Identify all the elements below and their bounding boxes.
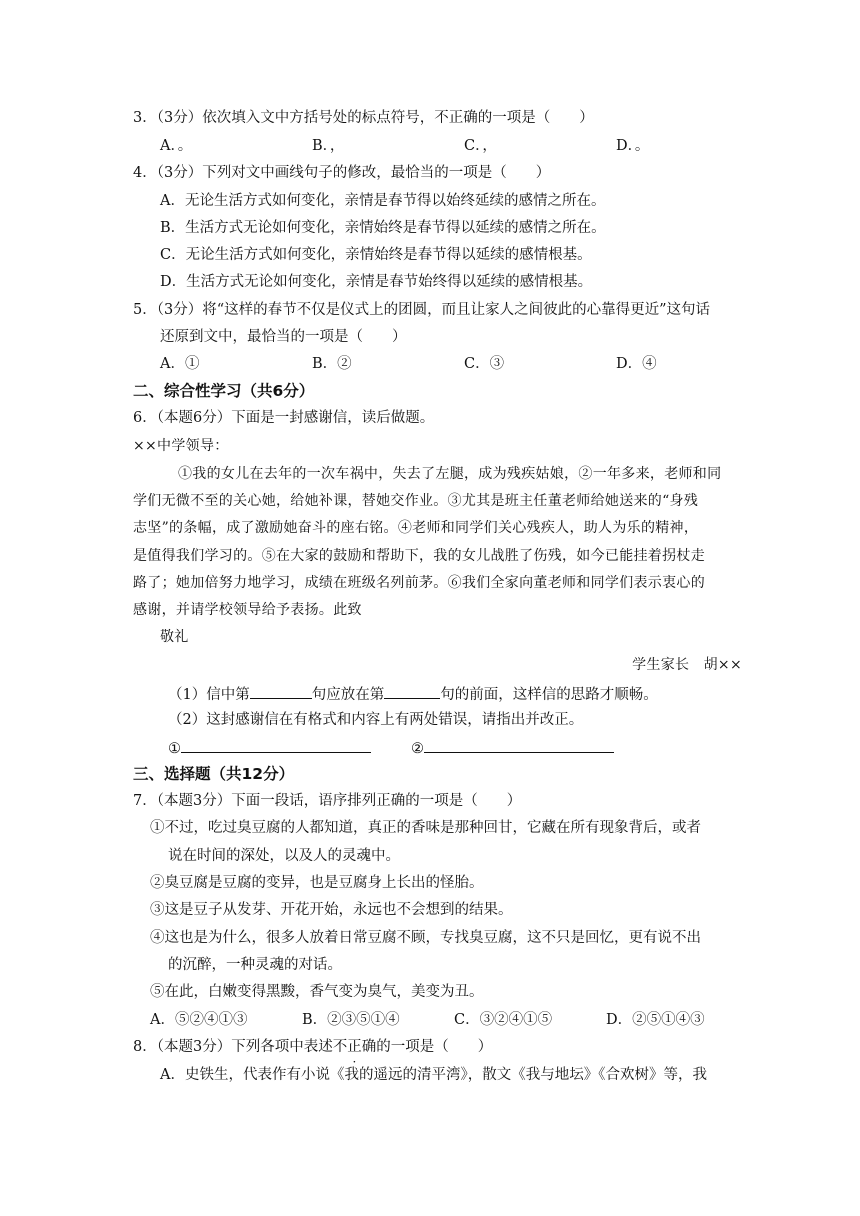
letter-closing: 敬礼: [160, 629, 189, 645]
q5-stem-line1: 5．（3分）将“这样的春节不仅是仪式上的团圆，而且让家人之间彼此的心靠得更近”这句话: [133, 302, 711, 318]
q4-option-a: A．无论生活方式如何变化，亲情是春节得以始终延续的感情之所在。: [160, 193, 606, 209]
q6-sub1-text-a: （1）信中第: [168, 687, 250, 703]
q7-option-b: B．②③⑤①④: [302, 1012, 400, 1028]
letter-line: ①我的女儿在去年的一次车祸中，失去了左腿，成为残疾姑娘，②一年多来，老师和同: [178, 466, 722, 482]
q7-item-4-line1: ④这也是为什么，很多人放着日常豆腐不顾，专找臭豆腐，这不只是回忆，更有说不出: [150, 930, 701, 946]
letter-line: 路了；她加倍努力地学习，成绩在班级名列前茅。⑥我们全家向董老师和同学们表示衷心的: [133, 575, 705, 591]
q5-stem-line2: 还原到文中，最恰当的一项是（ ）: [160, 329, 407, 345]
q3-stem: 3．（3分）依次填入文中方括号处的标点符号，不正确的一项是（ ）: [133, 110, 594, 126]
q8-option-a: A．史铁生，代表作有小说《我的遥远的清平湾》，散文《我与地坛》《合欢树》等，我: [160, 1067, 707, 1083]
q8-stem-emphasis: 不正确: [332, 1039, 377, 1055]
q5-option-d: D．④: [616, 356, 657, 372]
q8-stem-before: 8．（本题3分）下列各项中表述: [133, 1039, 333, 1055]
q6-sub1-blank-1[interactable]: [250, 683, 312, 699]
letter-line: 学们无微不至的关心她，给她补课，替她交作业。③尤其是班主任董老师给她送来的“身残: [133, 493, 699, 509]
section-2-title: 二、综合性学习（共6分）: [133, 382, 315, 400]
q6-sub1-blank-2[interactable]: [384, 683, 440, 699]
q7-item-2: ②臭豆腐是豆腐的变异，也是豆腐身上长出的怪胎。: [150, 875, 484, 891]
q7-item-4-line2: 的沉醉，一种灵魂的对话。: [168, 957, 342, 973]
letter-line: 是值得我们学习的。⑤在大家的鼓励和帮助下，我的女儿战胜了伤残，如今已能挂着拐杖走: [133, 548, 705, 564]
q5-option-a: A．①: [160, 356, 200, 372]
q8-stem-after: 的一项是（ ）: [376, 1039, 493, 1055]
q4-stem: 4．（3分）下列对文中画线句子的修改，最恰当的一项是（ ）: [133, 165, 551, 181]
q6-stem: 6．（本题6分）下面是一封感谢信，读后做题。: [133, 410, 435, 426]
q3-option-d: D．。: [616, 138, 650, 154]
section-3-title: 三、选择题（共12分）: [133, 765, 295, 783]
q6-sub1-text-c: 句的前面，这样信的思路才顺畅。: [440, 687, 658, 703]
q3-option-b: B．，: [312, 138, 345, 154]
letter-line: 志坚”的条幅，成了激励她奋斗的座右铭。④老师和同学们关心残疾人，助人为乐的精神，: [133, 520, 699, 536]
q6-answer-lines: [168, 737, 614, 759]
q7-option-c: C．③②④①⑤: [454, 1012, 553, 1028]
q4-option-b: B．生活方式无论如何变化，亲情始终是春节得以延续的感情之所在。: [160, 220, 606, 236]
q6-answer-1-label: ①: [168, 741, 181, 757]
q7-stem: 7．（本题3分）下面一段话，语序排列正确的一项是（ ）: [133, 793, 522, 809]
q7-option-d: D．②⑤①④③: [606, 1012, 705, 1028]
q6-sub2: （2）这封感谢信在有格式和内容上有两处错误，请指出并改正。: [168, 712, 584, 728]
q6-answer-2-blank[interactable]: [424, 737, 614, 753]
q3-option-a: A．。: [160, 138, 193, 154]
q6-sub1-text-b: 句应放在第: [311, 687, 385, 703]
q4-option-c: C．无论生活方式如何变化，亲情始终是春节得以延续的感情根基。: [160, 247, 592, 263]
letter-salutation: ××中学领导：: [133, 438, 229, 454]
q5-option-c: C．③: [464, 356, 505, 372]
q7-item-3: ③这是豆子从发芽、开花开始，永远也不会想到的结果。: [150, 902, 513, 918]
q7-options: [150, 1010, 758, 1030]
q7-item-1-line1: ①不过，吃过臭豆腐的人都知道，真正的香味是那种回甘，它藏在所有现象背后，或者: [150, 820, 701, 836]
q8-stem: [133, 1037, 492, 1057]
q6-answer-1-blank[interactable]: [181, 737, 371, 753]
letter-line: 感谢，并请学校领导给予表扬。此致: [133, 602, 362, 618]
letter-signature: 学生家长 胡××: [632, 657, 742, 673]
q7-option-a: A．⑤②④①③: [150, 1012, 248, 1028]
q3-option-c: C．，: [464, 138, 497, 154]
q6-sub1: [168, 683, 658, 705]
q7-item-1-line2: 说在时间的深处，以及人的灵魂中。: [168, 848, 400, 864]
q5-option-b: B．②: [312, 356, 352, 372]
q7-item-5: ⑤在此，白嫩变得黑黢，香气变为臭气，美变为丑。: [150, 984, 484, 1000]
q4-option-d: D．生活方式无论如何变化，亲情是春节始终得以延续的感情根基。: [160, 274, 593, 290]
q3-options: [160, 136, 768, 156]
q5-options: [160, 354, 768, 374]
q6-answer-2-label: ②: [411, 741, 424, 757]
